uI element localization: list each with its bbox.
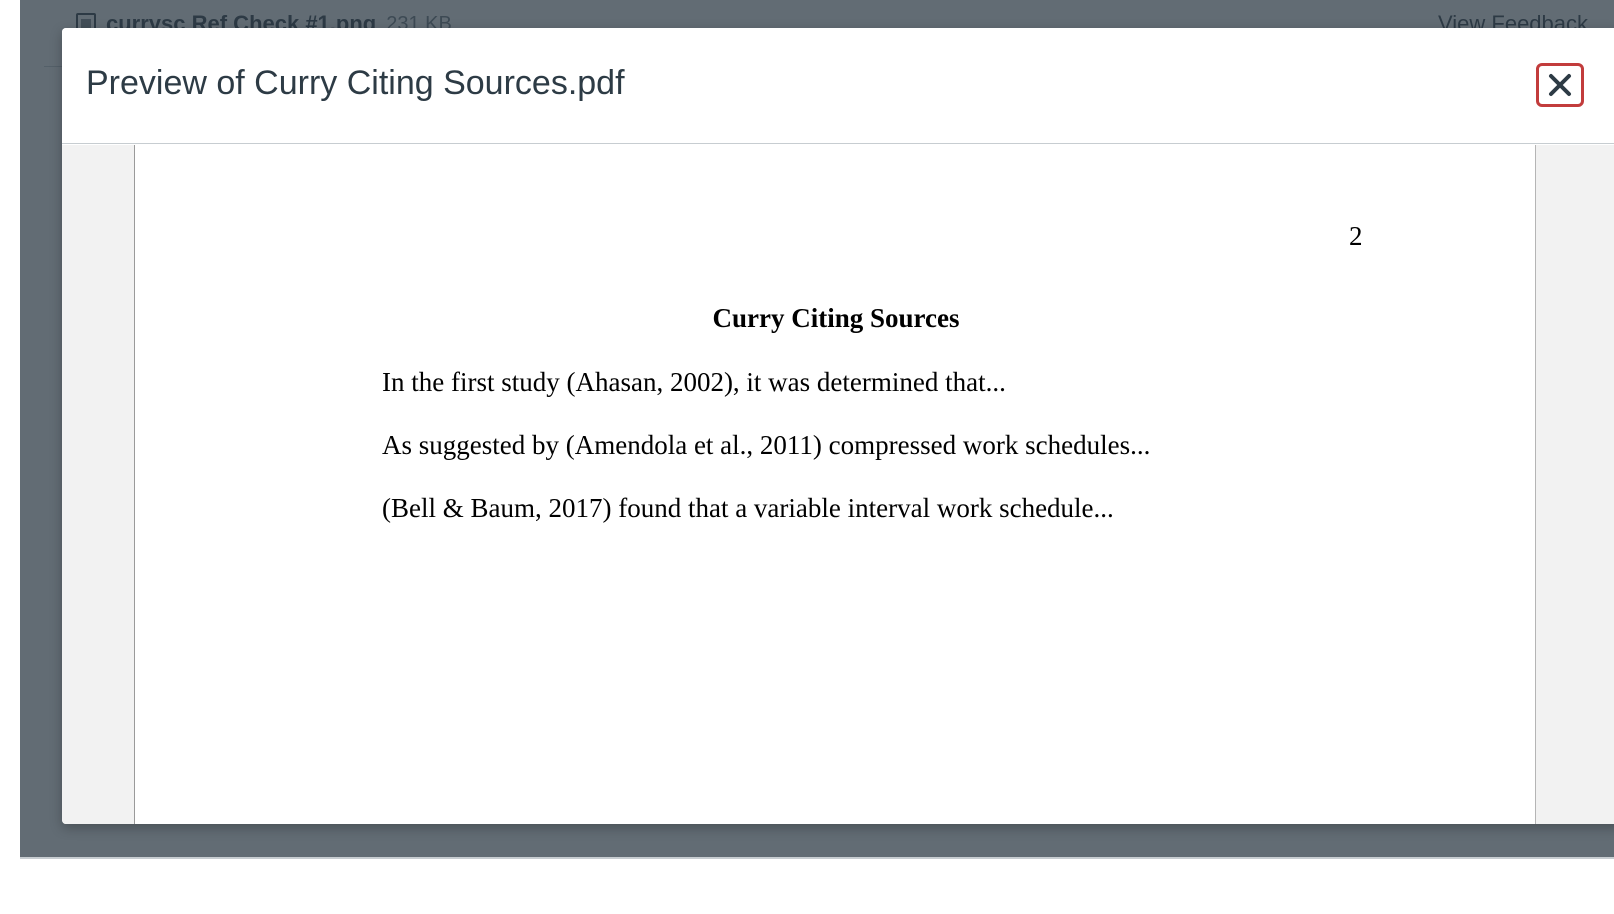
bottom-divider: [20, 857, 1614, 859]
paragraph: (Bell & Baum, 2017) found that a variable interval work schedule...: [382, 493, 1114, 523]
paragraph: In the first study (Ahasan, 2002), it was determined that...: [382, 367, 1006, 397]
page-number: 2: [1349, 221, 1363, 251]
pdf-page: [134, 145, 1536, 824]
preview-modal: [62, 28, 1614, 824]
close-icon: [1547, 72, 1573, 98]
close-button[interactable]: [1536, 63, 1584, 107]
document-title: Curry Citing Sources: [712, 303, 960, 333]
paragraph: As suggested by (Amendola et al., 2011) compressed work schedules...: [382, 430, 1151, 460]
pdf-viewer[interactable]: [62, 145, 1614, 824]
modal-header: [62, 28, 1614, 144]
modal-title: Preview of Curry Citing Sources.pdf: [86, 64, 625, 102]
